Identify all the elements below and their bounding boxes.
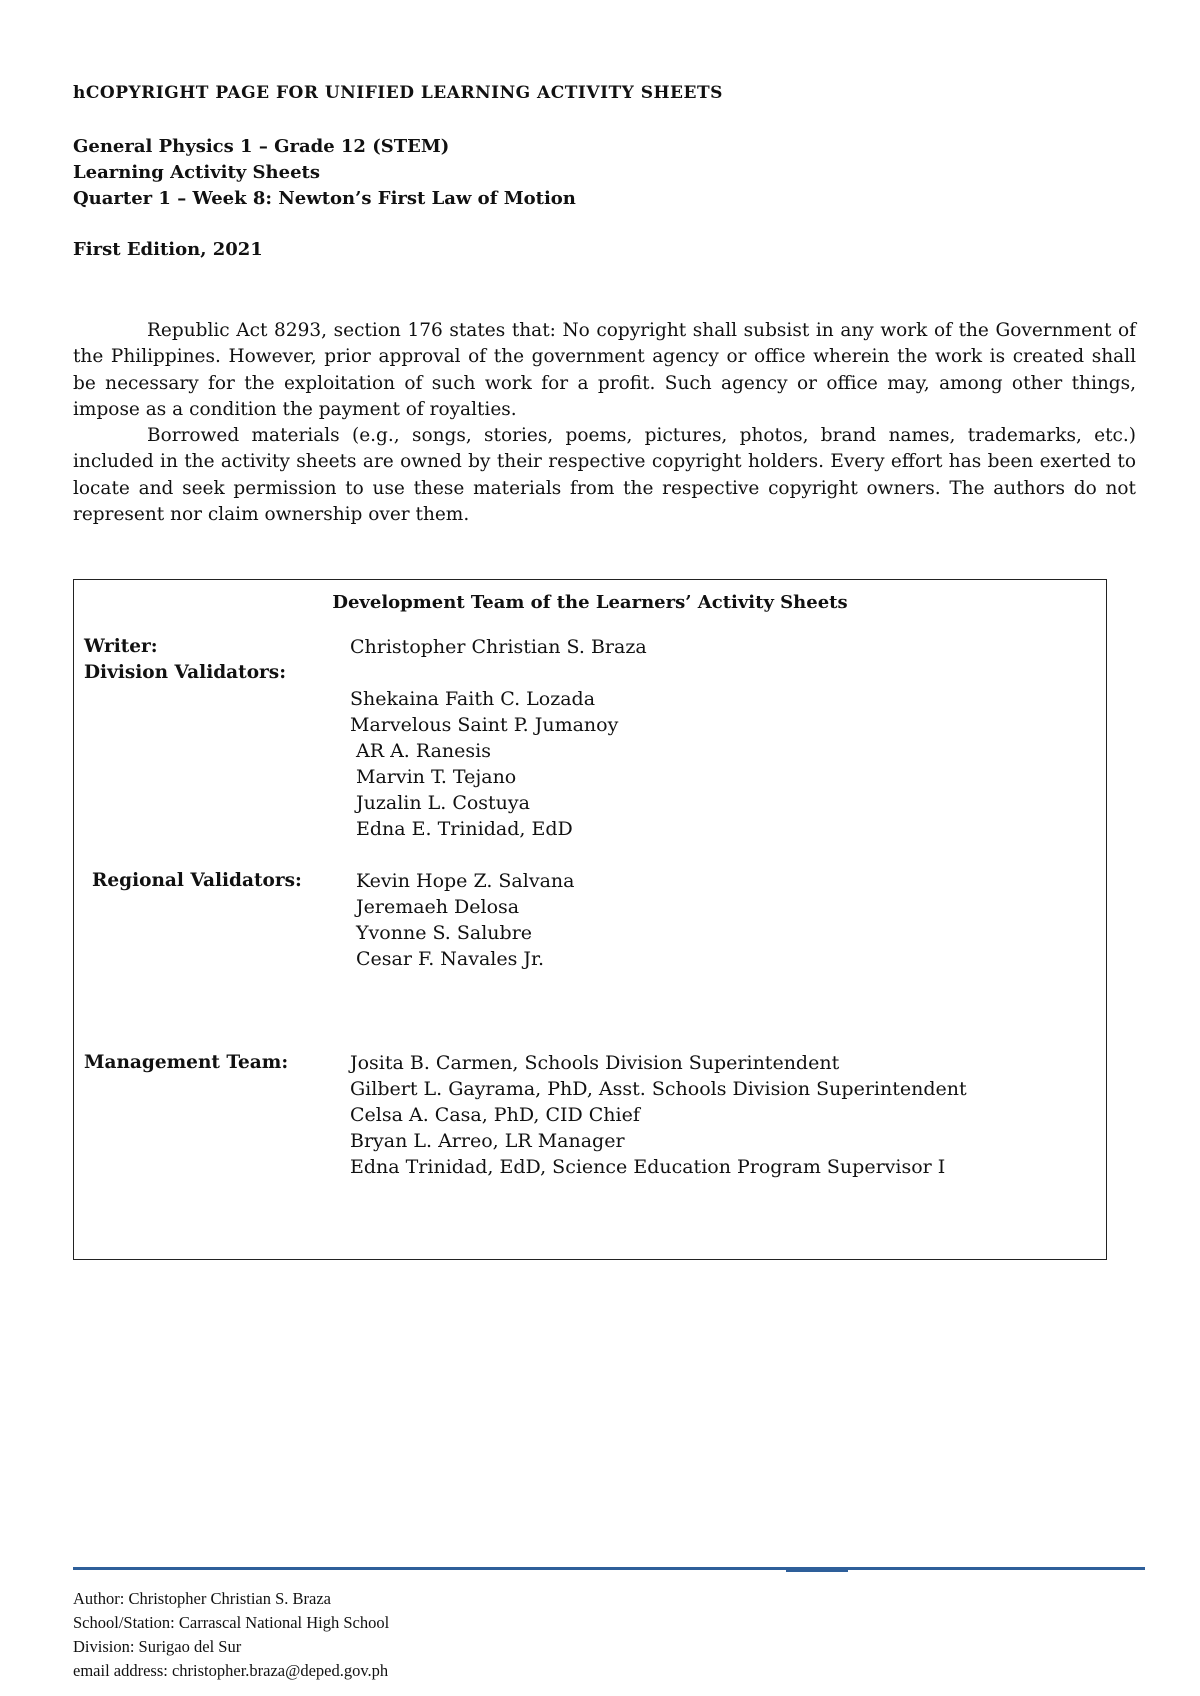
division-validator: Juzalin L. Costuya: [356, 792, 530, 814]
division-validators-label: Division Validators:: [84, 662, 287, 683]
quarter-title: Quarter 1 – Week 8: Newton’s First Law of Motion: [73, 188, 576, 209]
regional-validators-label: Regional Validators:: [92, 870, 302, 891]
writer-label: Writer:: [84, 636, 158, 657]
management-member: Josita B. Carmen, Schools Division Superintendent: [350, 1052, 840, 1074]
footer-divider-accent: [786, 1570, 848, 1572]
footer-author: Author: Christopher Christian S. Braza: [73, 1589, 332, 1608]
management-member: Bryan L. Arreo, LR Manager: [350, 1130, 625, 1152]
page-heading: hCOPYRIGHT PAGE FOR UNIFIED LEARNING ACTIVITY SHEETS: [73, 83, 723, 103]
footer-email: email address: christopher.braza@deped.gov.ph: [73, 1661, 389, 1680]
writer-name: Christopher Christian S. Braza: [350, 636, 647, 658]
team-title: Development Team of the Learners’ Activity Sheets: [332, 592, 848, 613]
footer-school: School/Station: Carrascal National High School: [73, 1613, 390, 1632]
division-validator: Marvin T. Tejano: [356, 766, 517, 788]
subject-title: General Physics 1 – Grade 12 (STEM): [73, 136, 450, 157]
division-validator: AR A. Ranesis: [356, 740, 491, 762]
development-team-box: [73, 579, 1107, 1260]
regional-validator: Cesar F. Navales Jr.: [356, 948, 545, 970]
management-team-label: Management Team:: [84, 1052, 289, 1073]
regional-validator: Jeremaeh Delosa: [356, 896, 520, 918]
copyright-paragraph: Republic Act 8293, section 176 states that: No copyright shall subsist in any work of the Government of the Philippines. However, prior approval of the government agency or office wherein the work is created shall be necessary for the exploitation of such work for a profit. Such agency or office may, among other things, impose as a condition the payment of royalties.: [73, 320, 1136, 420]
edition-label: First Edition, 2021: [73, 239, 263, 260]
division-validator: Marvelous Saint P. Jumanoy: [350, 714, 619, 736]
borrowed-materials-paragraph: Borrowed materials (e.g., songs, stories, poems, pictures, photos, brand names, trademarks, etc.) included in the activity sheets are owned by their respective copyright holders. Every effort has been exerted to locate and seek permission to use these materials from the respective copyright owners. The authors do not represent nor claim ownership over them.: [73, 425, 1136, 525]
division-validator: Edna E. Trinidad, EdD: [356, 818, 573, 840]
division-validator: Shekaina Faith C. Lozada: [350, 688, 596, 710]
management-member: Celsa A. Casa, PhD, CID Chief: [350, 1104, 640, 1126]
footer-division: Division: Surigao del Sur: [73, 1637, 242, 1656]
footer-divider: [73, 1567, 1145, 1570]
management-member: Gilbert L. Gayrama, PhD, Asst. Schools Division Superintendent: [350, 1078, 967, 1100]
series-title: Learning Activity Sheets: [73, 162, 320, 183]
regional-validator: Kevin Hope Z. Salvana: [356, 870, 575, 892]
regional-validator: Yvonne S. Salubre: [356, 922, 533, 944]
management-member: Edna Trinidad, EdD, Science Education Program Supervisor I: [350, 1156, 946, 1178]
